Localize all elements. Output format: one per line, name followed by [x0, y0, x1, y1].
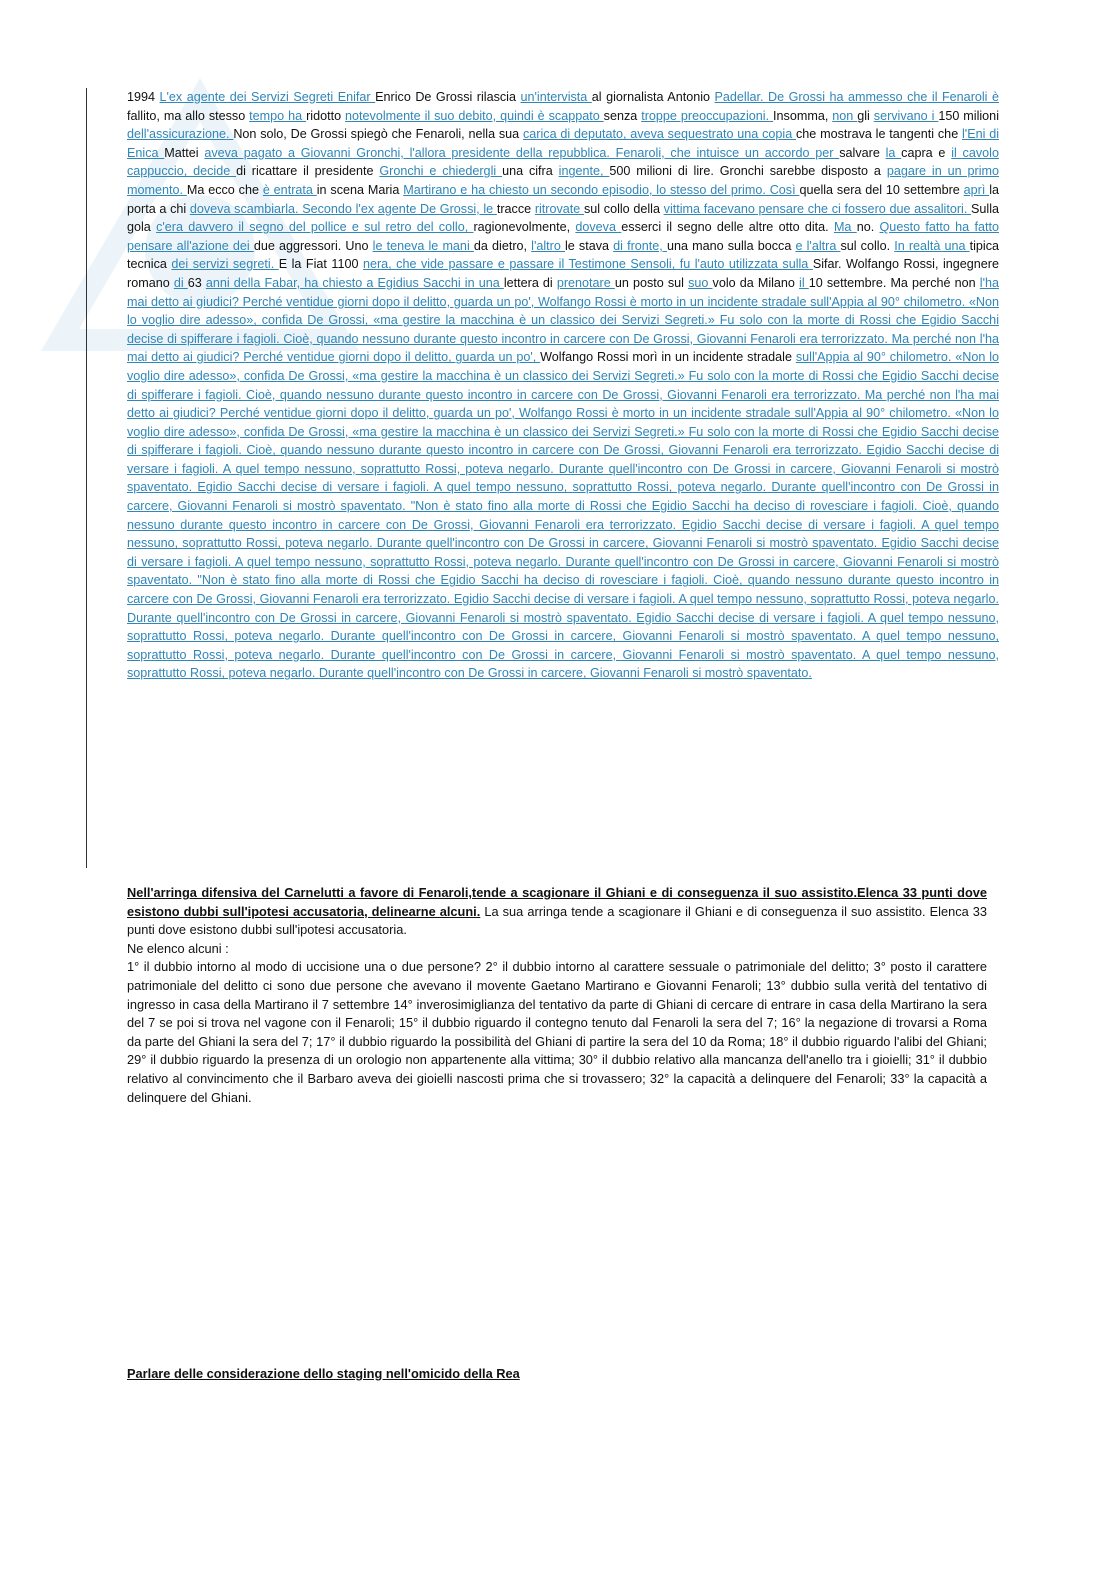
linked-text-segment[interactable]: ingente,: [558, 164, 610, 179]
text-segment: una mano sulla bocca: [666, 238, 796, 253]
text-segment: senza: [603, 108, 642, 123]
linked-text-segment[interactable]: sull'Appia al 90° chilometro. «Non lo voglio dire adesso», confida De Grossi, «ma gestire la macchina è un classico dei Servizi Segreti.» Fu solo con la morte di Rossi che Egidio Sacchi decise di spifferare i fagioli. Cioè, quando nessuno durante questo incontro in carcere con De Grossi, Giovanni Fenaroli era terrorizzato. Ma perché non l'ha mai detto ai giudici? Perché ventidue giorni dopo il delitto, guarda un po', Wolfango Rossi è morto in un incidente stradale sull'Appia al 90° chilometro. «Non lo voglio dire adesso», confida De Grossi, «ma gestire la macchina è un classico dei Servizi Segreti.» Fu solo con la morte di Rossi che Egidio Sacchi decise di spifferare i fagioli. Cioè, quando nessuno durante questo incontro in carcere con De Grossi, Giovanni Fenaroli era terrorizzato. Egidio Sacchi decise di versare i fagioli. A quel tempo nessuno, soprattutto Rossi, poteva negarlo. Durante quell'incontro con De Grossi in carcere, Giovanni Fenaroli si mostrò spaventato. Egidio Sacchi decise di versare i fagioli. A quel tempo nessuno, soprattutto Rossi, poteva negarlo. Durante quell'incontro con De Grossi in carcere, Giovanni Fenaroli si mostrò spaventato. "Non è stato fino alla morte di Rossi che Egidio Sacchi ha deciso di rovesciare i fagioli. Cioè, quando nessuno durante questo incontro in carcere con De Grossi, Giovanni Fenaroli era terrorizzato. Egidio Sacchi decise di versare i fagioli. A quel tempo nessuno, soprattutto Rossi, poteva negarlo. Durante quell'incontro con De Grossi in carcere, Giovanni Fenaroli si mostrò spaventato. Egidio Sacchi decise di versare i fagioli. A quel tempo nessuno, soprattutto Rossi, poteva negarlo. Durante quell'incontro con De Grossi in carcere, Giovanni Fenaroli si mostrò spaventato. "Non è stato fino alla morte di Rossi che Egidio Sacchi ha deciso di rovesciare i fagioli. Cioè, quando nessuno durante questo incontro in carcere con De Grossi, Giovanni Fenaroli era terrorizzato. Egidio Sacchi decise di versare i fagioli. A quel tempo nessuno, soprattutto Rossi, poteva negarlo. Durante quell'incontro con De Grossi in carcere, Giovanni Fenaroli si mostrò spaventato. Egidio Sacchi decise di versare i fagioli. A quel tempo nessuno, soprattutto Rossi, poteva negarlo. Durante quell'incontro con De Grossi in carcere, Giovanni Fenaroli si mostrò spaventato. A quel tempo nessuno, soprattutto Rossi, poteva negarlo. Durante quell'incontro con De Grossi in carcere, Giovanni Fenaroli si mostrò spaventato. A quel tempo nessuno, soprattutto Rossi, poteva negarlo. Durante quell'incontro con De Grossi in carcere, Giovanni Fenaroli si mostrò spaventato.: [127, 350, 999, 681]
text-segment: ragionevolmente,: [473, 220, 576, 235]
linked-text-segment[interactable]: servivano i: [873, 108, 939, 123]
text-segment: una cifra: [502, 164, 559, 179]
points-list: 1° il dubbio intorno al modo di uccisione una o due persone? 2° il dubbio intorno al carattere sessuale o patrimoniale del delitto; 3° posto il carattere patrimoniale del delitto ci sono due persone che avevano il movente Gaetano Martirano e Giovanni Fenaroli; 13° dubbio sulla verità del tentativo di ingresso in casa della Martirano il 7 settembre 14° inverosimiglianza del tentativo da parte di Ghiani di cercare di entrare in casa della Martirano la sera del 7 se poi si trova nel vagone con il Fenaroli; 15° il dubbio riguardo il contegno tenuto dal Fenaroli la sera del 7; 16° la negazione di trovarsi a Roma da parte del Ghiani la sera del 7; 17° il dubbio riguardo la possibilità del Ghiani di partire la sera del 10 da Roma; 18° il dubbio riguardo l'alibi del Ghiani; 29° il dubbio riguardo la presenza di un orologio non appartenente alla vittima; 30° il dubbio relativo alla mancanza dell'anello tra i gioielli; 31° il dubbio relativo al convincimento che il Barbaro aveva dei gioielli nascosti prima che si trovassero; 32° la capacità a delinquere del Fenaroli; 33° la capacità a delinquere del Ghiani.: [127, 959, 987, 1105]
linked-text-segment[interactable]: Gronchi e chiedergli: [379, 164, 503, 179]
text-segment: capra e: [901, 145, 952, 160]
text-segment: sul collo della: [584, 201, 664, 216]
linked-text-segment[interactable]: L'ex agente dei Servizi Segreti Enifar: [159, 90, 376, 104]
linked-text-segment[interactable]: Questo fatto ha fatto pensare all'azione dei: [127, 220, 999, 253]
linked-text-segment[interactable]: aveva pagato a Giovanni Gronchi, l'allora presidente della repubblica. Fenaroli, che intuisce un accordo per: [204, 145, 840, 160]
text-segment: in scena Maria: [316, 182, 404, 197]
linked-text-segment[interactable]: di: [173, 275, 188, 290]
linked-text-segment[interactable]: l'altro: [531, 238, 565, 253]
text-segment: 150 milioni: [938, 108, 999, 123]
linked-text-segment[interactable]: un'intervista: [520, 90, 592, 104]
linked-text-segment[interactable]: dell'assicurazione.: [127, 127, 234, 142]
linked-text-segment[interactable]: Martirano e ha chiesto un secondo episodio, lo stesso del primo. Così: [403, 182, 800, 197]
linked-text-segment[interactable]: nera, che vide passare e passare il Testimone Sensoli, fu l'auto utilizzata sulla: [362, 257, 813, 272]
text-segment: che mostrava le tangenti che: [796, 127, 962, 142]
linked-text-segment[interactable]: doveva: [575, 220, 622, 235]
text-segment: da dietro,: [473, 238, 532, 253]
text-segment: Sulla gola: [127, 201, 1000, 235]
linked-text-segment[interactable]: anni della Fabar, ha chiesto a Egidius Sacchi in una: [205, 275, 504, 290]
text-segment: Mattei: [164, 145, 205, 160]
article-text: [127, 88, 999, 683]
arringa-section: [127, 884, 987, 1107]
text-segment: lettera di: [503, 275, 557, 290]
linked-text-segment[interactable]: non: [832, 108, 858, 123]
linked-text-segment[interactable]: di fronte,: [613, 238, 667, 253]
text-segment: 1994: [127, 90, 160, 104]
linked-text-segment[interactable]: troppe preoccupazioni.: [641, 108, 774, 123]
text-segment: Wolfango Rossi morì in un incidente stradale: [540, 350, 796, 365]
arringa-heading: Nell'arringa difensiva del Carnelutti a favore di Fenaroli,tende a scagionare il Ghiani e di conseguenza il suo assistito.Elenca 33 punti dove esistono dubbi sull'ipotesi accusatoria, delinearne alcuni.: [127, 885, 987, 919]
text-segment: gli: [857, 108, 874, 123]
linked-text-segment[interactable]: le teneva le mani: [372, 238, 474, 253]
text-segment: salvare: [839, 145, 886, 160]
text-segment: due aggressori. Uno: [253, 238, 373, 253]
text-segment: Enrico De Grossi rilascia: [375, 90, 521, 104]
text-segment: Sifar. Wolfango Rossi, ingegnere romano: [127, 257, 999, 290]
linked-text-segment[interactable]: carica di deputato, aveva sequestrato una copia: [522, 127, 796, 142]
text-segment: no.: [856, 220, 880, 235]
text-segment: fallito, ma allo stesso: [127, 108, 250, 123]
linked-text-segment[interactable]: ritrovate: [534, 201, 584, 216]
text-segment: 63: [187, 275, 206, 290]
points-intro: Ne elenco alcuni :: [127, 940, 229, 956]
margin-change-bar: [86, 88, 87, 868]
text-segment: al giornalista Antonio: [591, 90, 715, 104]
linked-text-segment[interactable]: l'Eni di Enica: [127, 127, 1000, 160]
text-segment: esserci il segno delle altre otto dita.: [621, 220, 834, 235]
text-segment: la porta a chi: [127, 182, 1000, 216]
linked-text-segment[interactable]: aprì: [963, 182, 990, 197]
text-segment: quella sera del 10 settembre: [799, 182, 964, 197]
linked-text-segment[interactable]: c'era davvero il segno del pollice e sul retro del collo,: [156, 220, 474, 235]
linked-text-segment[interactable]: dei servizi segreti.: [171, 257, 279, 272]
text-segment: tipica tecnica: [127, 238, 1000, 272]
linked-text-segment[interactable]: suo: [688, 275, 713, 290]
text-segment: di ricattare il presidente: [236, 164, 380, 179]
linked-text-segment[interactable]: Padellar. De Grossi ha ammesso che il Fenaroli è: [714, 90, 999, 104]
text-segment: 10 settembre. Ma perché non: [808, 275, 980, 290]
text-segment: tracce: [496, 201, 535, 216]
linked-text-segment[interactable]: il: [799, 275, 809, 290]
linked-text-segment[interactable]: In realtà una: [894, 238, 970, 253]
text-segment: ridotto: [306, 108, 346, 123]
linked-text-segment[interactable]: è entrata: [262, 182, 317, 197]
linked-text-segment[interactable]: l'ha mai detto ai giudici? Perché ventidue giorni dopo il delitto, guarda un po', Wolfango Rossi è morto in un incidente stradale sull'Appia al 90° chilometro. «Non lo voglio dire adesso», confida De Grossi, «ma gestire la macchina è un classico dei Servizi Segreti.» Fu solo con la morte di Rossi che Egidio Sacchi decise di spifferare i fagioli. Cioè, quando nessuno durante questo incontro in carcere con De Grossi, Giovanni Fenaroli era terrorizzato. Ma perché non l'ha mai detto ai giudici? Perché ventidue giorni dopo il delitto, guarda un po',: [127, 275, 999, 365]
arringa-intro: La sua arringa tende a scagionare il Ghiani e di conseguenza il suo assistito. Elenca 33 punti dove esistono dubbi sull'ipotesi accusatoria.: [127, 903, 987, 938]
text-segment: Non solo, De Grossi spiegò che Fenaroli, nella sua: [233, 127, 523, 142]
linked-text-segment[interactable]: la: [885, 145, 902, 160]
linked-text-segment[interactable]: vittima facevano pensare che ci fossero due assalitori.: [663, 201, 972, 216]
staging-heading: Parlare delle considerazione dello staging nell'omicido della Rea: [127, 1366, 520, 1381]
linked-text-segment[interactable]: notevolmente il suo debito, quindi è scappato: [345, 108, 604, 123]
linked-text-segment[interactable]: prenotare: [556, 275, 615, 290]
linked-text-segment[interactable]: pagare in un primo momento.: [127, 164, 999, 197]
text-segment: 500 milioni di lire. Gronchi sarebbe disposto a: [609, 164, 887, 179]
text-segment: sul collo.: [840, 238, 895, 253]
text-segment: E la Fiat 1100: [278, 257, 363, 272]
text-segment: Ma ecco che: [186, 182, 263, 197]
text-segment: volo da Milano: [712, 275, 800, 290]
text-segment: le stava: [565, 238, 614, 253]
linked-text-segment[interactable]: e l'altra: [795, 238, 841, 253]
linked-text-segment[interactable]: il cavolo cappuccio, decide: [127, 145, 999, 179]
linked-text-segment[interactable]: doveva scambiarla. Secondo l'ex agente De Grossi, le: [189, 201, 497, 216]
text-segment: Insomma,: [773, 108, 833, 123]
linked-text-segment[interactable]: tempo ha: [249, 108, 307, 123]
text-segment: un posto sul: [614, 275, 689, 290]
linked-text-segment[interactable]: Ma: [833, 220, 857, 235]
